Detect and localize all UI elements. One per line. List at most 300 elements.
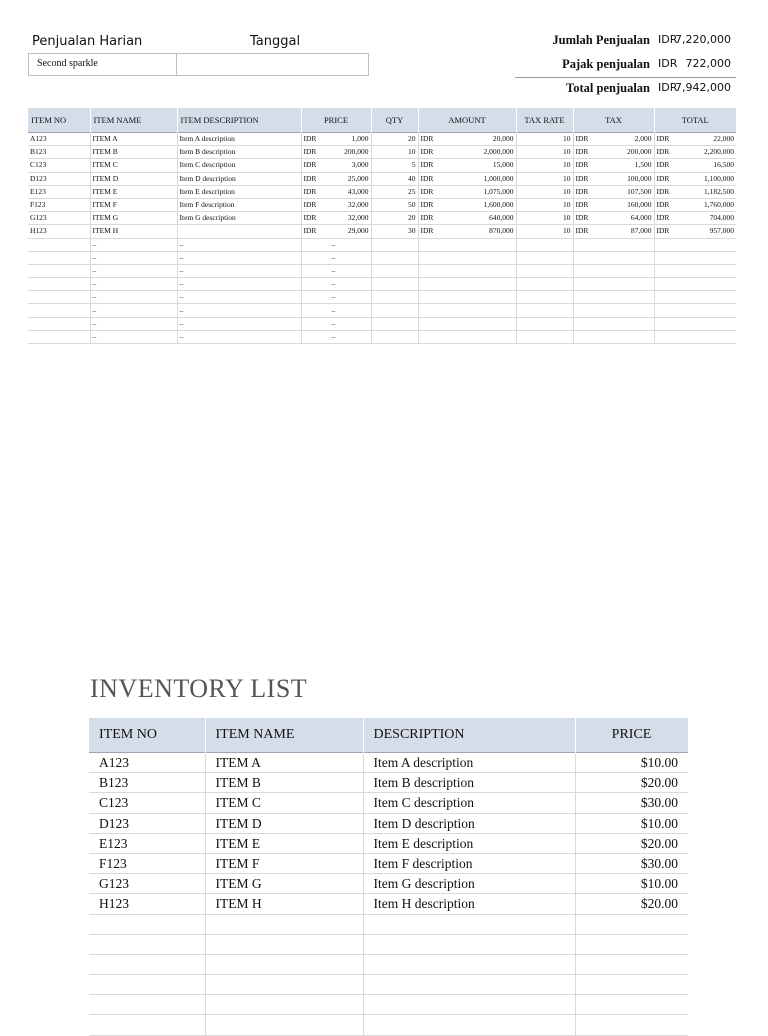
- placeholder-dash: –: [331, 292, 336, 302]
- currency-label: IDR: [420, 200, 434, 210]
- cell-item-no[interactable]: E123: [28, 185, 90, 198]
- empty-cell[interactable]: [301, 317, 371, 330]
- empty-cell[interactable]: [90, 278, 177, 291]
- inv-cell-description[interactable]: Item B description: [363, 773, 575, 793]
- table-row[interactable]: [28, 146, 736, 159]
- cell-item-no[interactable]: H123: [28, 225, 90, 238]
- inv-cell-item-name[interactable]: ITEM A: [205, 753, 363, 773]
- cell-item-name[interactable]: ITEM C: [90, 159, 177, 172]
- cell-item-no[interactable]: C123: [28, 159, 90, 172]
- placeholder-dash: –: [179, 318, 184, 328]
- empty-cell[interactable]: [371, 330, 418, 343]
- empty-cell[interactable]: [654, 304, 736, 317]
- cell-tax[interactable]: [573, 159, 654, 172]
- list-item[interactable]: [89, 813, 688, 833]
- empty-cell[interactable]: [418, 238, 516, 251]
- table-row[interactable]: [28, 133, 736, 146]
- cell-item-description[interactable]: Item C description: [177, 159, 301, 172]
- empty-cell[interactable]: [301, 330, 371, 343]
- empty-cell[interactable]: [28, 317, 90, 330]
- col-tax[interactable]: TAX: [573, 108, 654, 133]
- inv-cell-item-no[interactable]: C123: [89, 793, 205, 813]
- cell-item-name[interactable]: ITEM H: [90, 225, 177, 238]
- table-row-empty[interactable]: [28, 317, 736, 330]
- table-row-empty[interactable]: [28, 291, 736, 304]
- cell-total[interactable]: [654, 159, 736, 172]
- cell-total[interactable]: [654, 212, 736, 225]
- list-item[interactable]: [89, 853, 688, 873]
- currency-label: IDR: [303, 186, 317, 196]
- cell-price[interactable]: [301, 212, 371, 225]
- inv-col-description[interactable]: DESCRIPTION: [363, 718, 575, 753]
- table-row-empty[interactable]: [28, 278, 736, 291]
- empty-cell[interactable]: [654, 238, 736, 251]
- cell-total[interactable]: [654, 146, 736, 159]
- empty-cell[interactable]: [516, 291, 573, 304]
- empty-cell[interactable]: [575, 975, 688, 995]
- col-item-name[interactable]: ITEM NAME: [90, 108, 177, 133]
- list-item-empty[interactable]: [89, 975, 688, 995]
- inventory-title: INVENTORY LIST: [90, 674, 308, 703]
- list-item[interactable]: [89, 773, 688, 793]
- placeholder-dash: –: [92, 252, 97, 262]
- cell-item-name[interactable]: ITEM E: [90, 185, 177, 198]
- table-row[interactable]: [28, 198, 736, 211]
- cell-price-value: 1,000: [351, 134, 369, 144]
- list-item-empty[interactable]: [89, 954, 688, 974]
- cell-total-value: 1,760,000: [704, 200, 734, 210]
- empty-cell[interactable]: [90, 251, 177, 264]
- empty-cell[interactable]: [575, 995, 688, 1015]
- empty-cell[interactable]: [177, 238, 301, 251]
- cell-item-name[interactable]: ITEM A: [90, 133, 177, 146]
- empty-cell[interactable]: [301, 278, 371, 291]
- empty-cell[interactable]: [28, 264, 90, 277]
- cell-tax-value: 160,000: [627, 200, 652, 210]
- placeholder-dash: –: [179, 292, 184, 302]
- cell-qty[interactable]: 5: [371, 159, 418, 172]
- list-item[interactable]: [89, 793, 688, 813]
- cell-price[interactable]: [301, 159, 371, 172]
- inv-cell-item-no[interactable]: D123: [89, 813, 205, 833]
- empty-cell[interactable]: [205, 1015, 363, 1035]
- empty-cell[interactable]: [89, 914, 205, 934]
- empty-cell[interactable]: [575, 914, 688, 934]
- cell-item-no[interactable]: B123: [28, 146, 90, 159]
- empty-cell[interactable]: [28, 304, 90, 317]
- empty-cell[interactable]: [177, 264, 301, 277]
- cell-tax-rate[interactable]: 10: [516, 159, 573, 172]
- inv-cell-item-name[interactable]: ITEM E: [205, 833, 363, 853]
- empty-cell[interactable]: [418, 304, 516, 317]
- table-row[interactable]: [28, 185, 736, 198]
- empty-cell[interactable]: [177, 278, 301, 291]
- empty-cell[interactable]: [573, 317, 654, 330]
- currency-label: IDR: [656, 160, 670, 170]
- empty-cell[interactable]: [28, 330, 90, 343]
- table-row[interactable]: [28, 225, 736, 238]
- inv-cell-price[interactable]: $30.00: [575, 853, 688, 873]
- empty-cell[interactable]: [363, 954, 575, 974]
- inv-cell-item-no[interactable]: F123: [89, 853, 205, 873]
- currency-label: IDR: [303, 147, 317, 157]
- summary-label: Total penjualan: [566, 81, 650, 95]
- inv-cell-item-no[interactable]: B123: [89, 773, 205, 793]
- inv-cell-item-name[interactable]: ITEM F: [205, 853, 363, 873]
- inv-cell-description[interactable]: Item H description: [363, 894, 575, 914]
- empty-cell[interactable]: [363, 1015, 575, 1035]
- empty-cell[interactable]: [418, 317, 516, 330]
- empty-cell[interactable]: [371, 304, 418, 317]
- empty-cell[interactable]: [516, 251, 573, 264]
- cell-price[interactable]: [301, 146, 371, 159]
- empty-cell[interactable]: [654, 278, 736, 291]
- empty-cell[interactable]: [301, 291, 371, 304]
- inv-cell-item-no[interactable]: G123: [89, 874, 205, 894]
- empty-cell[interactable]: [654, 251, 736, 264]
- currency-label: IDR: [656, 200, 670, 210]
- placeholder-dash: –: [179, 265, 184, 275]
- empty-cell[interactable]: [28, 238, 90, 251]
- currency-label: IDR: [420, 147, 434, 157]
- summary-divider: [515, 77, 736, 78]
- cell-price[interactable]: [301, 225, 371, 238]
- empty-cell[interactable]: [363, 934, 575, 954]
- empty-cell[interactable]: [573, 251, 654, 264]
- empty-cell[interactable]: [363, 995, 575, 1015]
- cell-item-no[interactable]: A123: [28, 133, 90, 146]
- currency-label: IDR: [575, 200, 589, 210]
- list-item[interactable]: [89, 753, 688, 773]
- table-row-empty[interactable]: [28, 330, 736, 343]
- cell-item-name[interactable]: ITEM F: [90, 198, 177, 211]
- cell-tax[interactable]: [573, 185, 654, 198]
- table-row-empty[interactable]: [28, 238, 736, 251]
- cell-item-no[interactable]: G123: [28, 212, 90, 225]
- cell-total[interactable]: [654, 185, 736, 198]
- list-item-empty[interactable]: [89, 995, 688, 1015]
- cell-total[interactable]: [654, 198, 736, 211]
- empty-cell[interactable]: [516, 317, 573, 330]
- cell-total[interactable]: [654, 133, 736, 146]
- empty-cell[interactable]: [371, 278, 418, 291]
- list-item-empty[interactable]: [89, 934, 688, 954]
- inv-col-price[interactable]: PRICE: [575, 718, 688, 753]
- empty-cell[interactable]: [90, 264, 177, 277]
- cell-amount-value: 640,000: [489, 213, 514, 223]
- currency-label: IDR: [656, 147, 670, 157]
- currency-label: IDR: [420, 134, 434, 144]
- cell-amount[interactable]: [418, 185, 516, 198]
- empty-cell[interactable]: [371, 317, 418, 330]
- cell-qty[interactable]: 20: [371, 133, 418, 146]
- cell-tax-rate[interactable]: 10: [516, 146, 573, 159]
- cell-price[interactable]: [301, 198, 371, 211]
- cell-tax[interactable]: [573, 133, 654, 146]
- empty-cell[interactable]: [418, 330, 516, 343]
- placeholder-dash: –: [179, 252, 184, 262]
- currency-label: IDR: [575, 160, 589, 170]
- cell-item-description[interactable]: Item D description: [177, 172, 301, 185]
- table-row[interactable]: [28, 159, 736, 172]
- table-row[interactable]: [28, 212, 736, 225]
- inv-cell-description[interactable]: Item C description: [363, 793, 575, 813]
- empty-cell[interactable]: [371, 291, 418, 304]
- empty-cell[interactable]: [516, 238, 573, 251]
- empty-cell[interactable]: [177, 330, 301, 343]
- currency-label: IDR: [420, 213, 434, 223]
- inv-col-item-name[interactable]: ITEM NAME: [205, 718, 363, 753]
- empty-cell[interactable]: [89, 995, 205, 1015]
- col-item-description[interactable]: ITEM DESCRIPTION: [177, 108, 301, 133]
- cell-tax-value: 64,000: [630, 213, 652, 223]
- inv-cell-item-no[interactable]: E123: [89, 833, 205, 853]
- cell-item-description[interactable]: [177, 225, 301, 238]
- summary-label: Pajak penjualan: [562, 57, 650, 71]
- empty-cell[interactable]: [363, 975, 575, 995]
- cell-tax-rate[interactable]: 10: [516, 225, 573, 238]
- cell-tax-rate[interactable]: 10: [516, 133, 573, 146]
- inventory-header-row: [89, 718, 688, 753]
- cell-amount[interactable]: [418, 225, 516, 238]
- empty-cell[interactable]: [516, 278, 573, 291]
- empty-cell[interactable]: [28, 251, 90, 264]
- cell-item-description[interactable]: Item F description: [177, 198, 301, 211]
- empty-cell[interactable]: [573, 264, 654, 277]
- cell-amount[interactable]: [418, 212, 516, 225]
- inv-cell-price[interactable]: $10.00: [575, 753, 688, 773]
- placeholder-dash: –: [92, 305, 97, 315]
- cell-tax[interactable]: [573, 198, 654, 211]
- cell-item-description[interactable]: Item G description: [177, 212, 301, 225]
- placeholder-dash: –: [92, 279, 97, 289]
- empty-cell[interactable]: [418, 264, 516, 277]
- cell-item-name[interactable]: ITEM B: [90, 146, 177, 159]
- empty-cell[interactable]: [573, 238, 654, 251]
- empty-cell[interactable]: [371, 238, 418, 251]
- empty-cell[interactable]: [301, 264, 371, 277]
- placeholder-dash: –: [331, 305, 336, 315]
- cell-item-name[interactable]: ITEM D: [90, 172, 177, 185]
- col-qty[interactable]: QTY: [371, 108, 418, 133]
- empty-cell[interactable]: [573, 278, 654, 291]
- cell-tax-value: 2,000: [634, 134, 652, 144]
- cell-amount-value: 15,000: [492, 160, 514, 170]
- company-field[interactable]: Second sparkle: [29, 54, 177, 75]
- cell-amount[interactable]: [418, 133, 516, 146]
- empty-cell[interactable]: [177, 317, 301, 330]
- empty-cell[interactable]: [205, 934, 363, 954]
- col-tax-rate[interactable]: TAX RATE: [516, 108, 573, 133]
- empty-cell[interactable]: [575, 954, 688, 974]
- empty-cell[interactable]: [301, 304, 371, 317]
- cell-price-value: 32,000: [347, 213, 369, 223]
- empty-cell[interactable]: [573, 304, 654, 317]
- cell-amount[interactable]: [418, 198, 516, 211]
- date-field[interactable]: [177, 54, 368, 75]
- list-item[interactable]: [89, 833, 688, 853]
- currency-label: IDR: [303, 200, 317, 210]
- cell-total-value: 1,100,000: [704, 173, 734, 183]
- cell-price[interactable]: [301, 133, 371, 146]
- inv-cell-item-name[interactable]: ITEM G: [205, 874, 363, 894]
- table-row-empty[interactable]: [28, 251, 736, 264]
- col-item-no[interactable]: ITEM NO: [28, 108, 90, 133]
- empty-cell[interactable]: [654, 264, 736, 277]
- empty-cell[interactable]: [28, 291, 90, 304]
- cell-qty[interactable]: 25: [371, 185, 418, 198]
- inv-cell-price[interactable]: $10.00: [575, 874, 688, 894]
- inv-cell-description[interactable]: Item E description: [363, 833, 575, 853]
- cell-total[interactable]: [654, 172, 736, 185]
- sales-header-row: [28, 108, 736, 133]
- empty-cell[interactable]: [516, 330, 573, 343]
- table-row[interactable]: [28, 172, 736, 185]
- inv-cell-description[interactable]: Item G description: [363, 874, 575, 894]
- cell-amount[interactable]: [418, 159, 516, 172]
- placeholder-dash: –: [331, 239, 336, 249]
- empty-cell[interactable]: [177, 304, 301, 317]
- cell-item-no[interactable]: F123: [28, 198, 90, 211]
- empty-cell[interactable]: [573, 330, 654, 343]
- inv-cell-price[interactable]: $30.00: [575, 793, 688, 813]
- list-item-empty[interactable]: [89, 1015, 688, 1035]
- summary-row-subtotal: [500, 33, 736, 53]
- cell-qty[interactable]: 40: [371, 172, 418, 185]
- empty-cell[interactable]: [90, 304, 177, 317]
- col-amount[interactable]: AMOUNT: [418, 108, 516, 133]
- empty-cell[interactable]: [575, 934, 688, 954]
- empty-cell[interactable]: [654, 291, 736, 304]
- inv-cell-price[interactable]: $20.00: [575, 773, 688, 793]
- inv-cell-item-no[interactable]: A123: [89, 753, 205, 773]
- currency-label: IDR: [575, 147, 589, 157]
- empty-cell[interactable]: [371, 251, 418, 264]
- empty-cell[interactable]: [90, 238, 177, 251]
- placeholder-dash: –: [92, 265, 97, 275]
- cell-total-value: 957,000: [709, 226, 734, 236]
- empty-cell[interactable]: [89, 1015, 205, 1035]
- summary-label: Jumlah Penjualan: [552, 33, 650, 47]
- inv-cell-description[interactable]: Item D description: [363, 813, 575, 833]
- cell-tax-rate[interactable]: 10: [516, 172, 573, 185]
- cell-amount[interactable]: [418, 146, 516, 159]
- inv-cell-price[interactable]: $20.00: [575, 833, 688, 853]
- empty-cell[interactable]: [89, 975, 205, 995]
- cell-price[interactable]: [301, 185, 371, 198]
- placeholder-dash: –: [331, 331, 336, 341]
- empty-cell[interactable]: [418, 251, 516, 264]
- inv-col-item-no[interactable]: ITEM NO: [89, 718, 205, 753]
- cell-item-name[interactable]: ITEM G: [90, 212, 177, 225]
- inv-cell-item-name[interactable]: ITEM D: [205, 813, 363, 833]
- list-item[interactable]: [89, 894, 688, 914]
- inv-cell-item-name[interactable]: ITEM B: [205, 773, 363, 793]
- date-label: Tanggal: [250, 34, 301, 49]
- empty-cell[interactable]: [363, 914, 575, 934]
- inv-cell-price[interactable]: $10.00: [575, 813, 688, 833]
- cell-tax[interactable]: [573, 225, 654, 238]
- cell-item-description[interactable]: Item B description: [177, 146, 301, 159]
- empty-cell[interactable]: [418, 278, 516, 291]
- placeholder-dash: –: [331, 252, 336, 262]
- cell-total[interactable]: [654, 225, 736, 238]
- empty-cell[interactable]: [654, 330, 736, 343]
- empty-cell[interactable]: [28, 278, 90, 291]
- list-item-empty[interactable]: [89, 914, 688, 934]
- empty-cell[interactable]: [301, 238, 371, 251]
- col-price[interactable]: PRICE: [301, 108, 371, 133]
- cell-tax[interactable]: [573, 146, 654, 159]
- cell-amount-value: 1,000,000: [483, 173, 514, 183]
- empty-cell[interactable]: [177, 291, 301, 304]
- list-item[interactable]: [89, 874, 688, 894]
- placeholder-dash: –: [92, 331, 97, 341]
- cell-price-value: 29,000: [347, 226, 369, 236]
- empty-cell[interactable]: [516, 304, 573, 317]
- cell-price-value: 3,000: [351, 160, 369, 170]
- empty-cell[interactable]: [205, 914, 363, 934]
- empty-cell[interactable]: [516, 264, 573, 277]
- empty-cell[interactable]: [575, 1015, 688, 1035]
- cell-item-no[interactable]: D123: [28, 172, 90, 185]
- table-row-empty[interactable]: [28, 304, 736, 317]
- cell-tax-value: 100,000: [627, 173, 652, 183]
- inv-cell-item-name[interactable]: ITEM C: [205, 793, 363, 813]
- cell-tax[interactable]: [573, 172, 654, 185]
- empty-cell[interactable]: [301, 251, 371, 264]
- empty-cell[interactable]: [90, 330, 177, 343]
- table-row-empty[interactable]: [28, 264, 736, 277]
- empty-cell[interactable]: [90, 291, 177, 304]
- cell-qty[interactable]: 50: [371, 198, 418, 211]
- cell-tax-rate[interactable]: 10: [516, 185, 573, 198]
- empty-cell[interactable]: [573, 291, 654, 304]
- empty-cell[interactable]: [371, 264, 418, 277]
- cell-item-description[interactable]: Item E description: [177, 185, 301, 198]
- empty-cell[interactable]: [90, 317, 177, 330]
- inv-cell-item-no[interactable]: H123: [89, 894, 205, 914]
- empty-cell[interactable]: [177, 251, 301, 264]
- cell-qty[interactable]: 10: [371, 146, 418, 159]
- cell-amount[interactable]: [418, 172, 516, 185]
- cell-item-description[interactable]: Item A description: [177, 133, 301, 146]
- cell-qty[interactable]: 20: [371, 212, 418, 225]
- empty-cell[interactable]: [89, 954, 205, 974]
- empty-cell[interactable]: [205, 954, 363, 974]
- empty-cell[interactable]: [205, 995, 363, 1015]
- inv-cell-description[interactable]: Item A description: [363, 753, 575, 773]
- empty-cell[interactable]: [654, 317, 736, 330]
- cell-tax-rate[interactable]: 10: [516, 212, 573, 225]
- empty-cell[interactable]: [89, 934, 205, 954]
- inv-cell-description[interactable]: Item F description: [363, 853, 575, 873]
- placeholder-dash: –: [331, 279, 336, 289]
- placeholder-dash: –: [179, 331, 184, 341]
- inv-cell-price[interactable]: $20.00: [575, 894, 688, 914]
- empty-cell[interactable]: [205, 975, 363, 995]
- col-total[interactable]: TOTAL: [654, 108, 736, 133]
- cell-price[interactable]: [301, 172, 371, 185]
- cell-tax[interactable]: [573, 212, 654, 225]
- cell-tax-rate[interactable]: 10: [516, 198, 573, 211]
- cell-tax-value: 1,500: [634, 160, 652, 170]
- currency-label: IDR: [656, 134, 670, 144]
- cell-qty[interactable]: 30: [371, 225, 418, 238]
- empty-cell[interactable]: [418, 291, 516, 304]
- currency-label: IDR: [303, 226, 317, 236]
- inv-cell-item-name[interactable]: ITEM H: [205, 894, 363, 914]
